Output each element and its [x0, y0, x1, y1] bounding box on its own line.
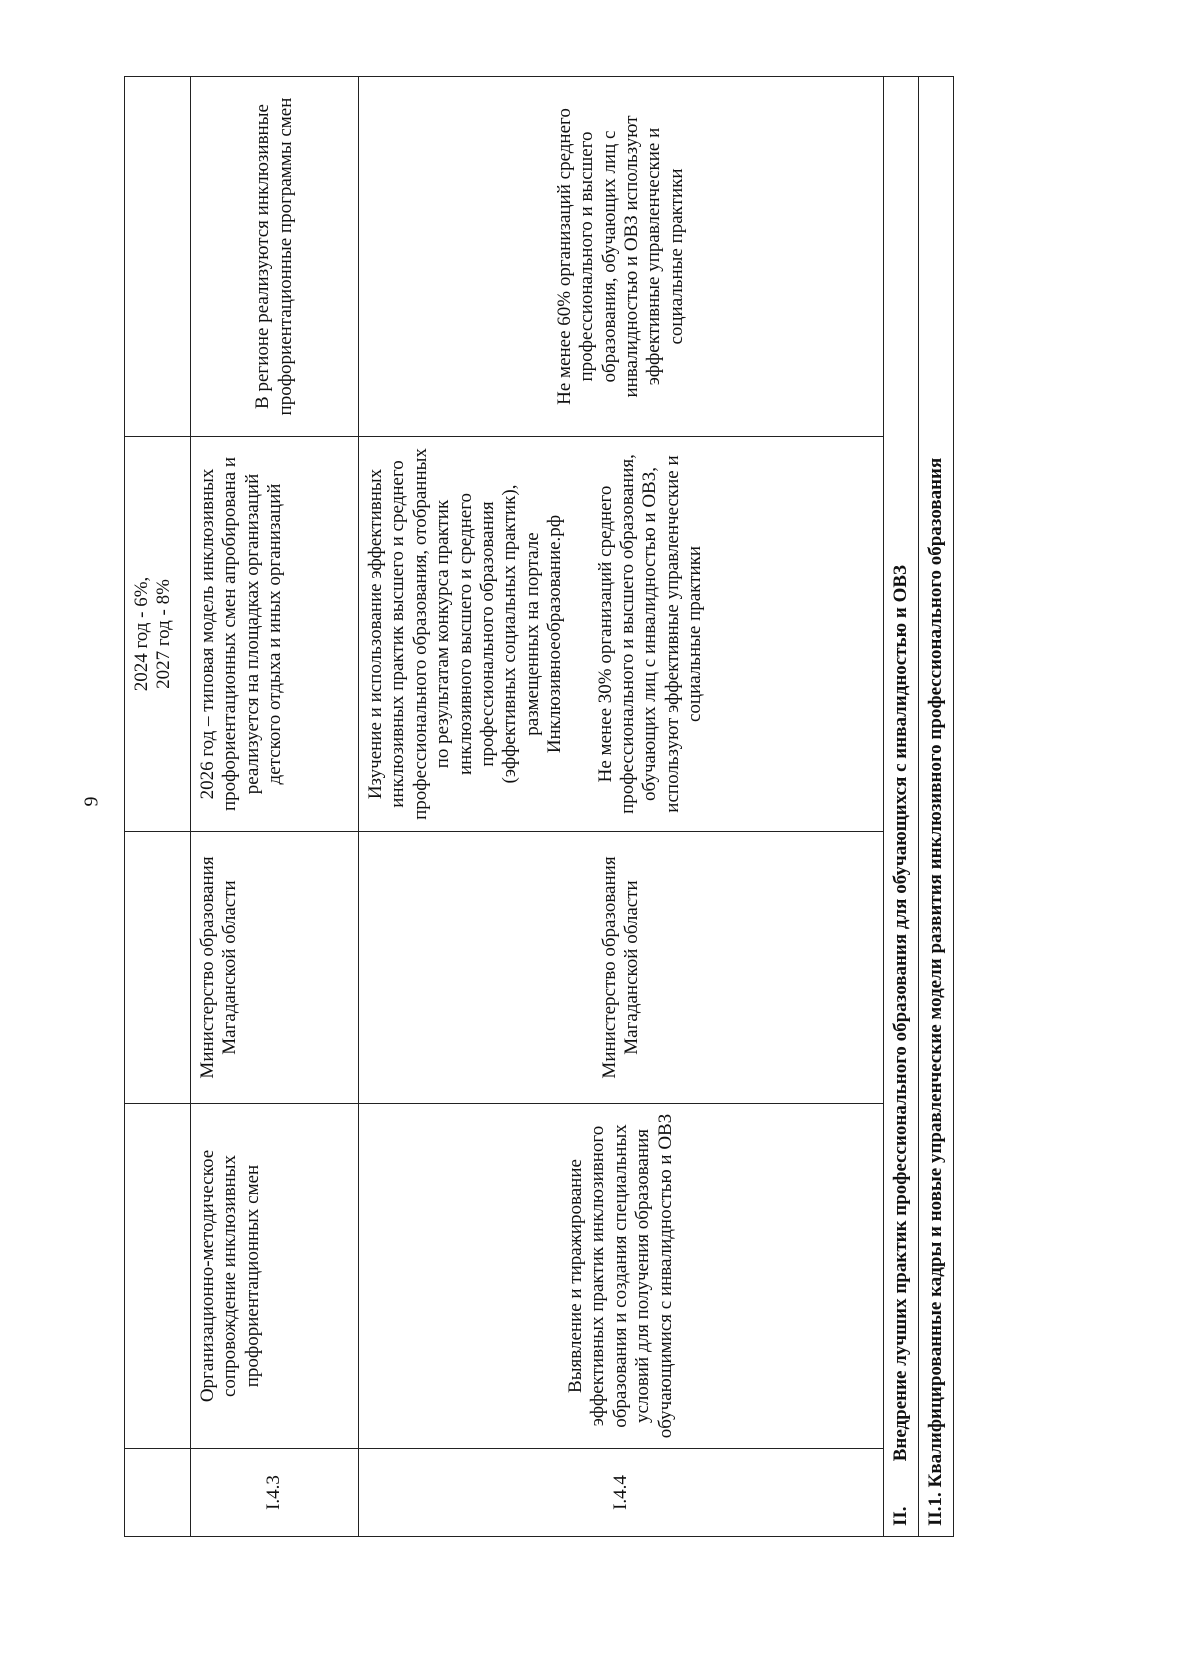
- page-number: 9: [80, 796, 103, 807]
- cell-result: [359, 437, 884, 832]
- result-paragraph: Изучение и использование эффективных инклюзивных практик высшего и среднего профессионального образования, отобранных по результатам конкурса практик инклюзивного высшего и среднего профессионального образования (эффективных социальных практик), размещенных на портале Инклюзивноеобразование.рф: [365, 448, 566, 820]
- cell-indicator: Не менее 60% организаций среднего профессионального и высшего образования, обучающих лиц с инвалидностью и ОВЗ используют эффективные управленческие и социальные практики: [359, 77, 884, 437]
- cell-event: Организационно-методическое сопровождение инклюзивных профориентационных смен: [191, 1104, 359, 1449]
- table-row: [191, 77, 359, 1537]
- cell-responsible: [125, 832, 191, 1104]
- table-row: [359, 77, 884, 1537]
- cell-event: [125, 1104, 191, 1449]
- section-row: [884, 77, 919, 1537]
- subsection-title: II.1. Квалифицированные кадры и новые управленческие модели развития инклюзивного профессионального образования: [924, 457, 946, 1526]
- cell-result: 2024 год - 6%, 2027 год - 8%: [125, 437, 191, 832]
- cell-num: [125, 1449, 191, 1537]
- result-paragraph: Не менее 30% организаций среднего профессионального и высшего образования, обучающих лиц с инвалидностью и ОВЗ, используют эффективные управленческие и социальные практики: [594, 454, 706, 814]
- table-row: [125, 77, 191, 1537]
- cell-responsible: Министерство образования Магаданской области: [359, 832, 884, 1104]
- subsection-row: [919, 77, 954, 1537]
- cell-result: 2026 год – типовая модель инклюзивных профориентационных смен апробирована и реализуется на площадках организаций детского отдыха и иных организаций: [191, 437, 359, 832]
- subsection-heading: [919, 77, 954, 1537]
- cell-indicator: [125, 77, 191, 437]
- cell-indicator: В регионе реализуются инклюзивные профориентационные программы смен: [191, 77, 359, 437]
- cell-event: Выявление и тиражирование эффективных практик инклюзивного образования и создания специальных условий для получения образования обучающимися с инвалидностью и ОВЗ: [359, 1104, 884, 1449]
- cell-num: I.4.4: [359, 1449, 884, 1537]
- plan-table: [124, 76, 954, 1537]
- section-title: Внедрение лучших практик профессионального образования для обучающихся с инвалидностью и ОВЗ: [889, 564, 911, 1462]
- rotated-table-container: [124, 77, 1024, 1537]
- section-heading: [884, 77, 919, 1537]
- section-number: II.: [889, 1506, 911, 1526]
- cell-num: I.4.3: [191, 1449, 359, 1537]
- cell-responsible: Министерство образования Магаданской области: [191, 832, 359, 1104]
